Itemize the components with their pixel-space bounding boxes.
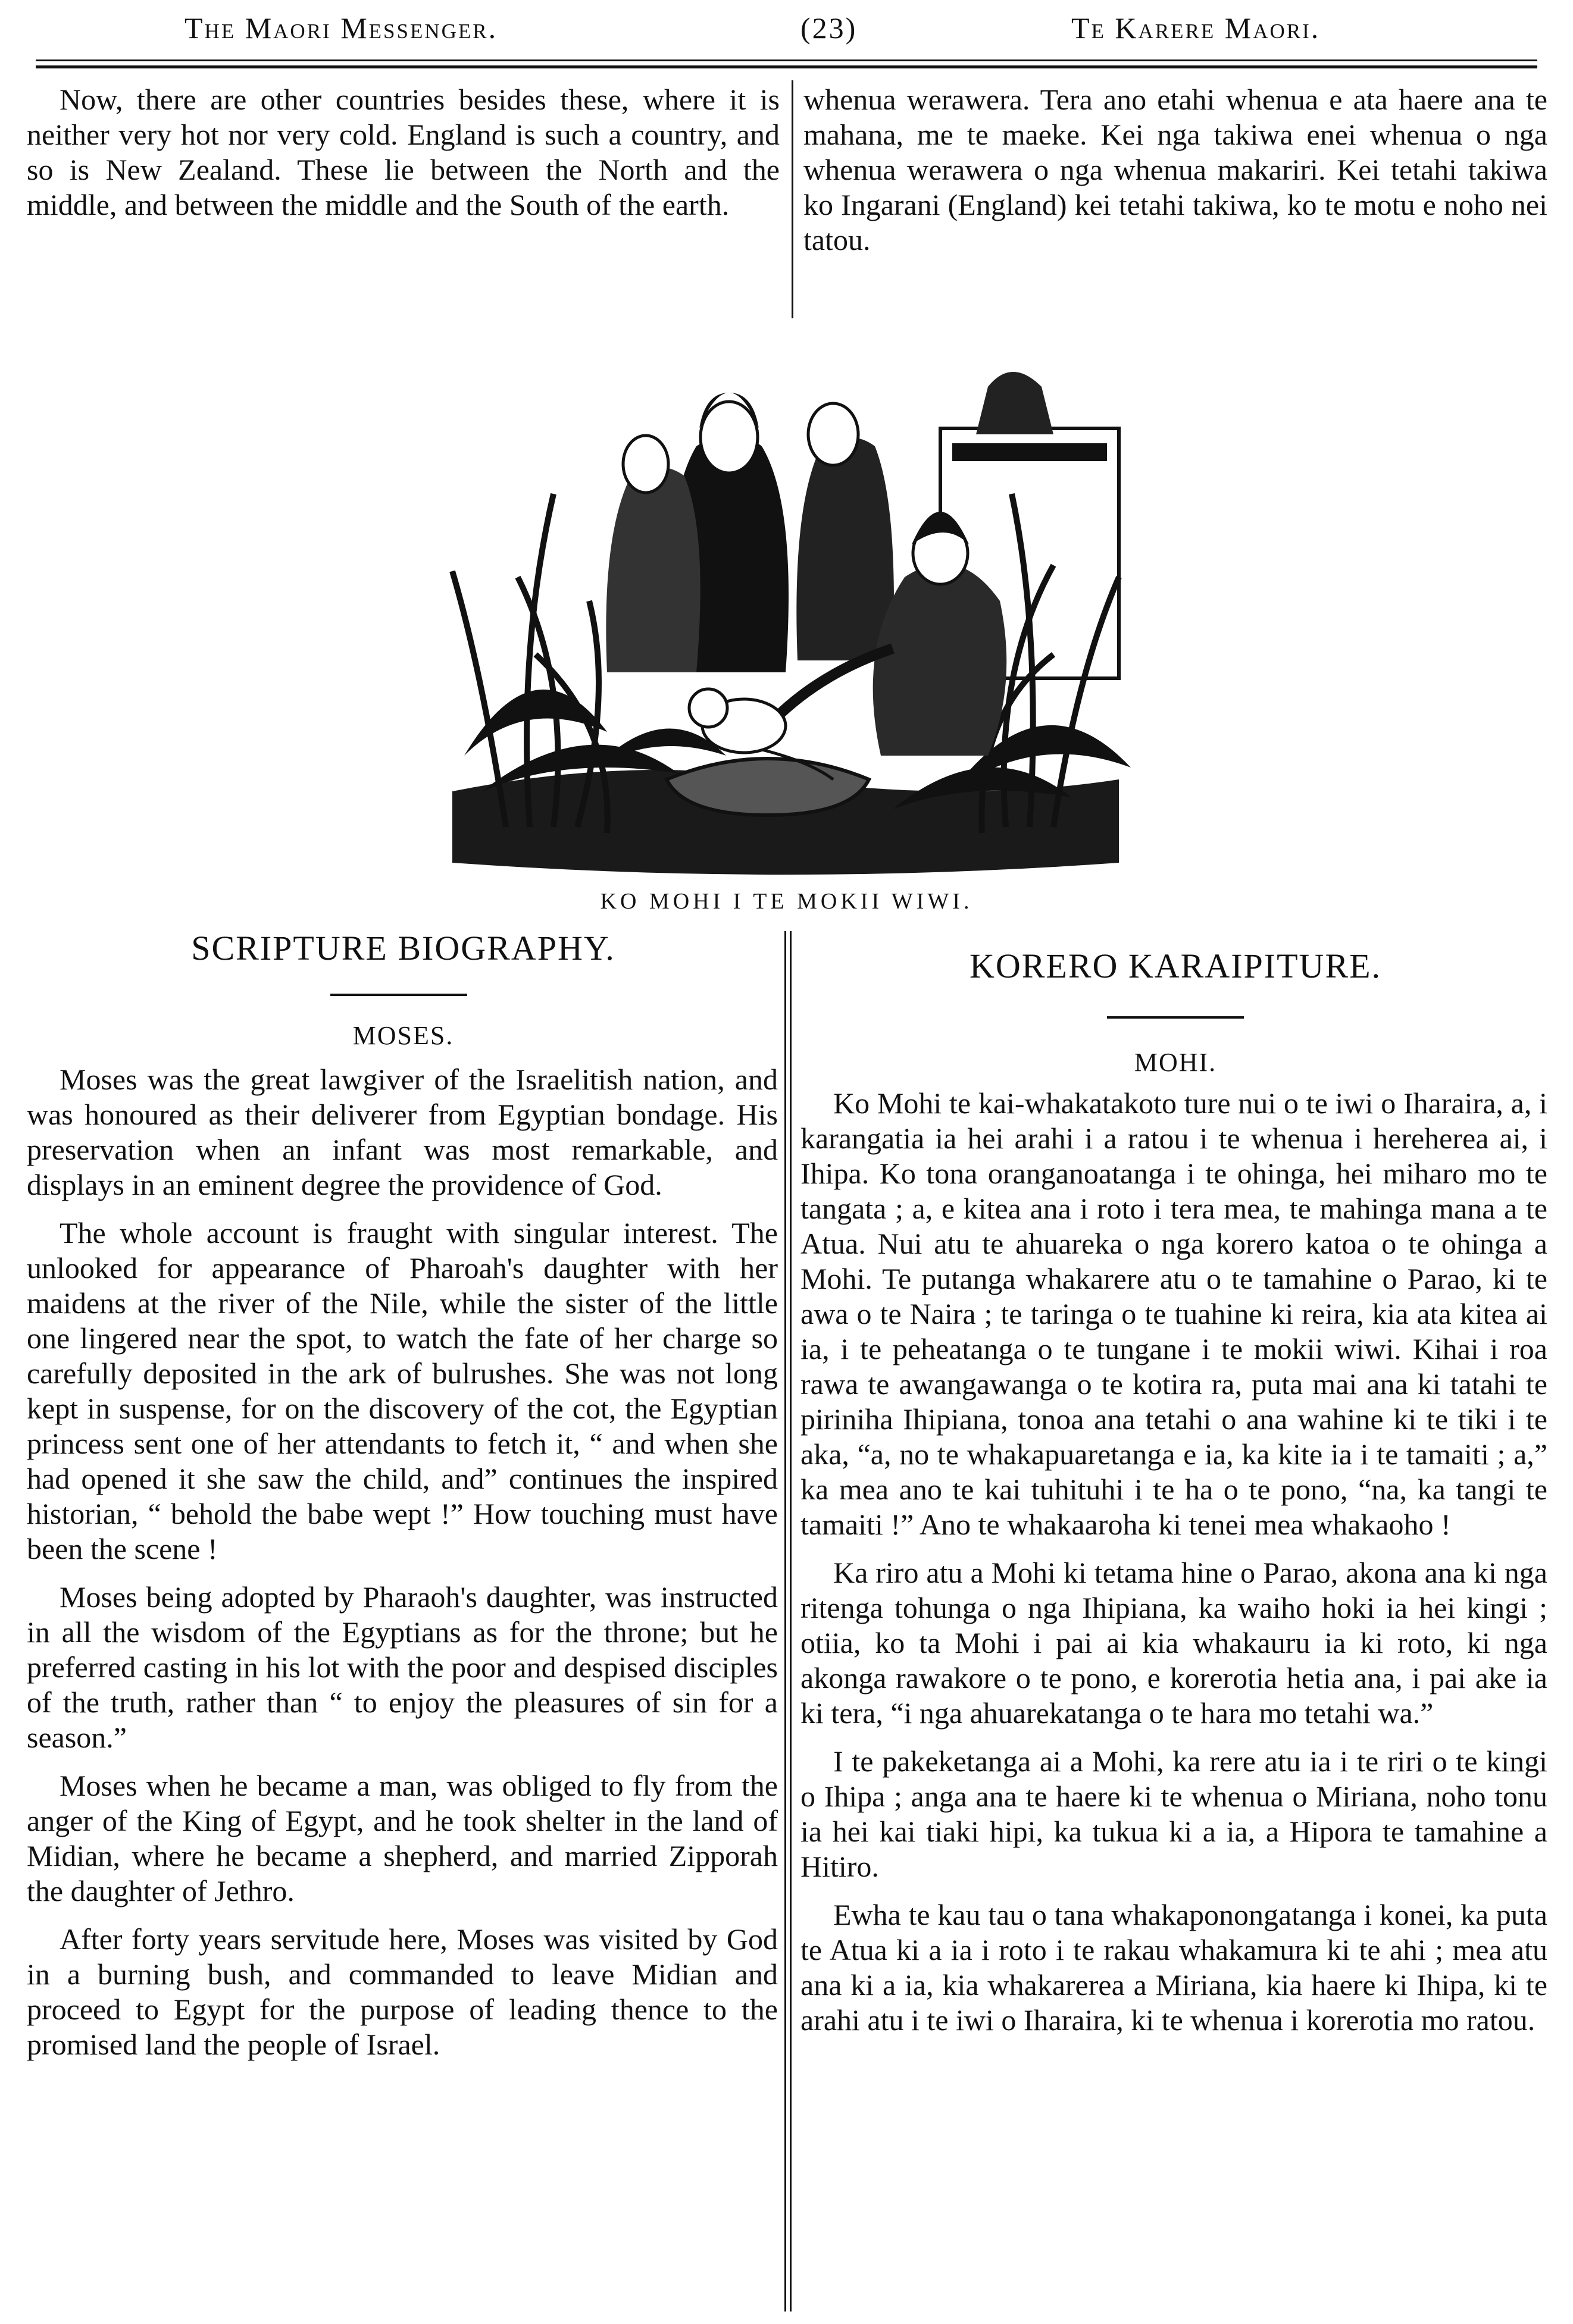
column-divider-left <box>784 931 786 2312</box>
page-number: (23) <box>800 11 858 45</box>
intro-english <box>27 82 780 236</box>
english-paragraph: The whole account is fraught with singular interest. The unlooked for appearance of Pharoah's daughter with her maidens at the river of the Nile, while the sister of the little one lingered near the spot, to watch the fate of her charge so carefully deposited in the ark of bulrushes. She was not long kept in suspense, for on the discovery of the cot, the Egyptian princess sent one of her attendants to fetch it, “ and when she had opened it she saw the child, and” continues the inspired historian, “ behold the babe wept !” How touching must have been the scene ! <box>27 1216 778 1565</box>
maori-body <box>800 1086 1547 2051</box>
english-title-rule <box>330 994 467 996</box>
maori-paragraph: Ka riro atu a Mohi ki tetama hine o Parao, akona ana ki nga ritenga tohunga o nga Ihipiana, ka waiho hoki ia hei kingi ; otiia, ko ta Mohi i pai ai kia whakauru ia ki roto, ki nga akonga rawakore o te pono, e korerotia hetia ana, i pai ake ia ki tera, “i nga ahuarekatanga o te hara mo tetahi wa.” <box>800 1556 1547 1730</box>
masthead-maori-title: Te Karere Maori. <box>1071 11 1321 45</box>
maori-paragraph: Ewha te kau tau o tana whakaponongatanga i konei, ka puta te Atua ki a ia i roto i te rakau whakamura ki te ahi ; mea atu ana ki a ia, kia whakarerea a Miriana, kia haere ki Ihipa, ki te arahi atu i te iwi o Iharaira, ki te whenua i korerotia mo ratou. <box>800 1898 1547 2037</box>
english-paragraph: After forty years servitude here, Moses was visited by God in a burning bush, and commanded to leave Midian and proceed to Egypt for the purpose of leading thence to the promised land the people of Israel. <box>27 1922 778 2061</box>
masthead <box>36 11 1537 58</box>
maori-title-rule <box>1107 1016 1244 1019</box>
masthead-rule-bottom <box>36 65 1537 68</box>
engraving-finding-of-moses-icon <box>429 339 1143 892</box>
intro-english-text: Now, there are other countries besides these, where it is neither very hot nor very cold. England is such a country, and so is New Zealand. These lie between the North and the middle, and between the middle and the South of the earth. <box>27 83 780 221</box>
english-paragraph: Moses being adopted by Pharaoh's daughter, was instructed in all the wisdom of the Egyptians as for the throne; but he preferred casting in his lot with the poor and despised disciples of the truth, rather than “ to enjoy the pleasures of sin for a season.” <box>27 1580 778 1754</box>
illustration-caption: KO MOHI I TE MOKII WIWI. <box>600 889 973 914</box>
intro-maori-text: whenua werawera. Tera ano etahi whenua e ata haere ana te mahana, me te maeke. Kei nga takiwa enei whenua o nga whenua werawera o nga whenua makariri. Kei tetahi takiwa ko Ingarani (England) kei tetahi takiwa, ko te motu e noho nei tatou. <box>803 83 1547 256</box>
intro-column-divider <box>792 80 793 318</box>
english-subtitle: MOSES. <box>352 1021 454 1050</box>
masthead-english-title: The Maori Messenger. <box>184 11 498 45</box>
english-section-title: SCRIPTURE BIOGRAPHY. <box>191 929 615 967</box>
english-paragraph: Moses when he became a man, was obliged to fly from the anger of the King of Egypt, and he took shelter in the land of Midian, where he became a shepherd, and married Zipporah the daughter of Jethro. <box>27 1769 778 1908</box>
masthead-rule-top <box>36 59 1537 61</box>
maori-paragraph: I te pakeketanga ai a Mohi, ka rere atu ia i te riri o te kingi o Ihipa ; anga ana te haere ki te whenua o Miriana, noho tonu ia hei kai tiaki hipi, ka tukua ki a ia, a Hipora te tamahine a Hitiro. <box>800 1744 1547 1883</box>
english-paragraph: Moses was the great lawgiver of the Israelitish nation, and was honoured as their deliverer from Egyptian bondage. His preservation when an infant was most remarkable, and displays in an eminent degree the providence of God. <box>27 1063 778 1201</box>
maori-paragraph: Ko Mohi te kai-whakatakoto ture nui o te iwi o Iharaira, a, i karangatia ia hei arahi i a ratou i te whenua i hereherea ai, i Ihipa. Ko tona oranganoatanga i te ohinga, hei miharo mo te tangata ; a, e kitea ana i roto i tera mea, te mahinga mana a te Atua. Nui atu te ahuareka o nga korero katoa o te ohinga a Mohi. Te putanga whakarere atu o te tamahine o Parao, ki te awa o te Naira ; te taringa o te tuahine ki reira, kia ata kitea ai ia, i te peheatanga o te tungane i te mokii wiwi. Kihai i roa rawa te awangawanga o te kotira ra, puta mai ana ki tatahi te piriniha Ihipiana, tonoa ana tetahi o ana wahine ki te tiki i te aka, “a, no te whakapuaretanga e ia, ka kite ia i te tamaiti ; a,” ka mea ano te kai tuhituhi i te ha o te pono, “na, ka tangi te tamaiti !” Ano te whakaaroha ki tenei mea whakaoho ! <box>800 1086 1547 1541</box>
english-body <box>27 1062 778 2075</box>
maori-section-title: KORERO KARAIPITURE. <box>969 947 1382 985</box>
column-divider-right <box>790 931 792 2312</box>
maori-subtitle: MOHI. <box>1134 1048 1217 1077</box>
intro-maori <box>803 82 1547 271</box>
